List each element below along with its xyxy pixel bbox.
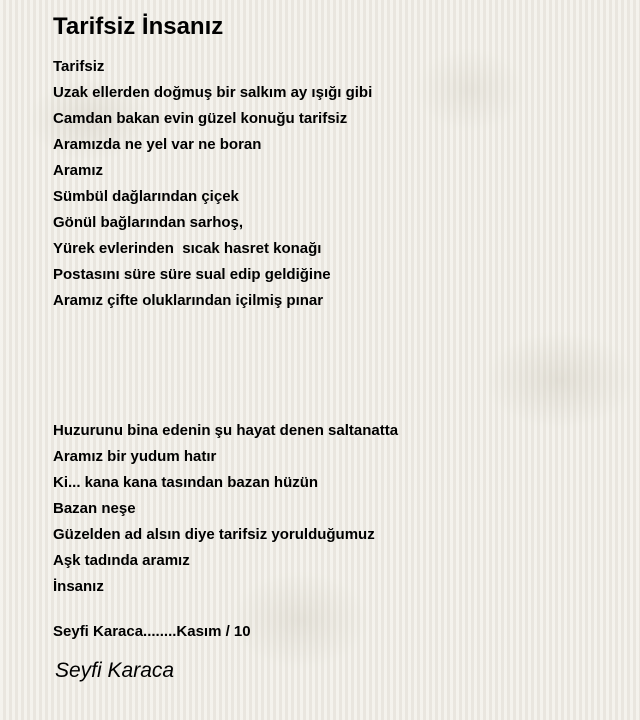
poem-line: Aşk tadında aramız (53, 552, 190, 569)
stanza-gap (53, 314, 613, 340)
poem-line: Sümbül dağlarından çiçek (53, 188, 239, 205)
author-name: Seyfi Karaca (55, 659, 175, 682)
poem-line: Postasını süre süre sual edip geldiğine (53, 266, 331, 283)
poem-line: Güzelden ad alsın diye tarifsiz yorulduğumuz (53, 526, 375, 543)
stanza-1 (53, 54, 613, 314)
poem-line: Aramız (53, 162, 104, 179)
stanza-gap (53, 366, 613, 392)
poem-line: Aramızda ne yel var ne boran (53, 136, 262, 153)
stanza-gap (53, 392, 613, 418)
poem-line: İnsanız (53, 578, 104, 595)
stanza-gap (53, 340, 613, 366)
poem-line: Uzak ellerden doğmuş bir salkım ay ışığı gibi (53, 84, 373, 101)
stanza-2 (53, 418, 613, 600)
poem-line: Aramız bir yudum hatır (53, 448, 217, 465)
poem-body (53, 54, 613, 600)
poem-line: Camdan bakan evin güzel konuğu tarifsiz (53, 110, 348, 127)
poem-line: Aramız çifte oluklarından içilmiş pınar (53, 292, 324, 309)
poem-line: Bazan neşe (53, 500, 136, 517)
poem-title: Tarifsiz İnsanız (53, 13, 224, 40)
poem-line: Yürek evlerinden sıcak hasret konağı (53, 240, 322, 257)
poem-line: Tarifsiz (53, 58, 105, 75)
poem-signature: Seyfi Karaca........Kasım / 10 (53, 623, 251, 640)
poem-line: Gönül bağlarından sarhoş, (53, 214, 244, 231)
poem-line: Huzurunu bina edenin şu hayat denen saltanatta (53, 422, 399, 439)
poem-line: Ki... kana kana tasından bazan hüzün (53, 474, 319, 491)
